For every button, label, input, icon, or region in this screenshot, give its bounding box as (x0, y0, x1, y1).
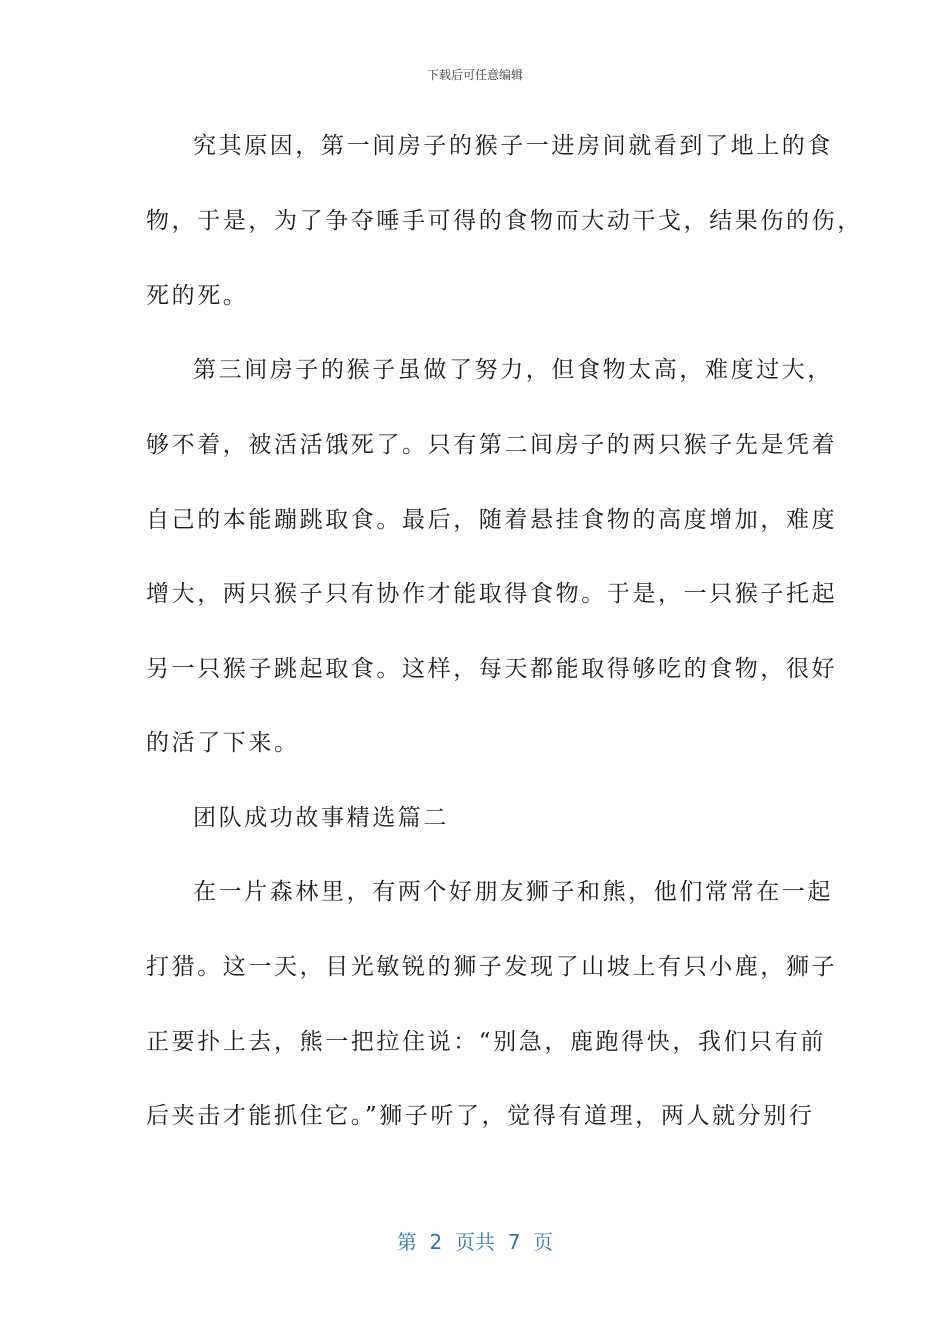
download-note: 下载后可任意编辑 (426, 68, 523, 82)
body-line-11: 打猎。这一天，目光敏锐的狮子发现了山坡上有只小鹿，狮子 (146, 954, 838, 980)
body-line-2: 物，于是，为了争夺唾手可得的食物而大动干戈，结果伤的伤， (146, 208, 863, 234)
body-line-7: 增大，两只猴子只有协作才能取得食物。于是，一只猴子托起 (146, 581, 838, 607)
body-line-13: 后夹击才能抓住它。”狮子听了，觉得有道理，两人就分别行 (146, 1103, 815, 1129)
body-line-3: 死的死。 (146, 283, 249, 309)
body-line-1: 究其原因，第一间房子的猴子一进房间就看到了地上的食 (193, 133, 833, 159)
body-line-8: 另一只猴子跳起取食。这样，每天都能取得够吃的食物，很好 (146, 656, 838, 682)
section-heading: 团队成功故事精选篇二 (193, 805, 449, 831)
page-number-footer: 第 2 页共 7 页 (396, 1230, 554, 1254)
body-line-4: 第三间房子的猴子虽做了努力，但食物太高，难度过大， (193, 357, 833, 383)
body-line-12: 正要扑上去，熊一把拉住说：“别急，鹿跑得快，我们只有前 (146, 1029, 826, 1055)
body-line-5: 够不着，被活活饿死了。只有第二间房子的两只猴子先是凭着 (146, 432, 838, 458)
body-line-6: 自己的本能蹦跳取食。最后，随着悬挂食物的高度增加，难度 (146, 507, 838, 533)
body-line-10: 在一片森林里，有两个好朋友狮子和熊，他们常常在一起 (193, 879, 833, 905)
body-line-9: 的活了下来。 (146, 730, 300, 756)
